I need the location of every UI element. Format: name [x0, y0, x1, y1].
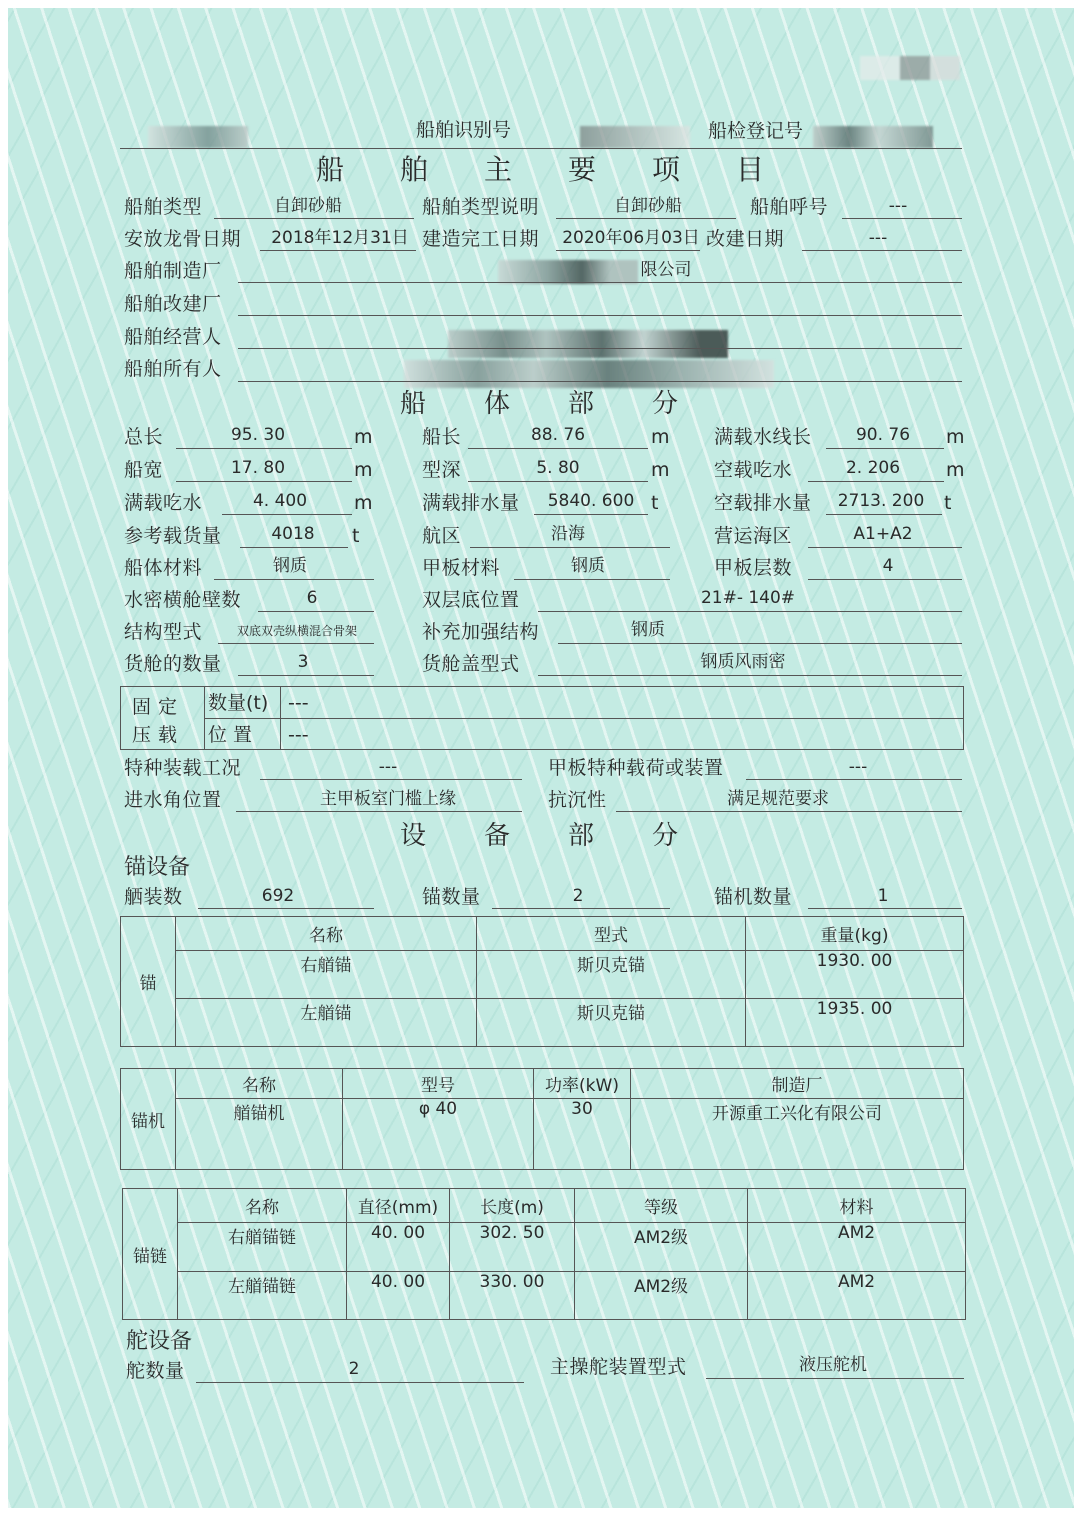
table-header: 名称 [176, 1069, 343, 1099]
nav-area-value: 沿海 [551, 524, 585, 544]
op-area-label: 营运海区 [714, 525, 793, 547]
operator-label: 船舶经营人 [124, 326, 222, 348]
deck-load-value: --- [848, 757, 868, 777]
anchor-table [120, 916, 964, 1047]
redacted-block [148, 126, 248, 148]
table-row [123, 1271, 966, 1319]
ballast-qty-value: --- [288, 692, 309, 714]
structure-value: 双底双壳纵横混合骨架 [236, 624, 357, 638]
owner-label: 船舶所有人 [124, 358, 222, 380]
ballast-pos-label: 位 置 [208, 724, 253, 746]
full-draft-value: 4. 400 [252, 491, 308, 511]
table-cell: 开源重工兴化有限公司 [631, 1099, 964, 1170]
unit-m: m [651, 426, 670, 448]
table-header: 功率(kW) [534, 1069, 631, 1099]
redacted-builder [498, 260, 638, 284]
table-cell: 左艏锚链 [178, 1271, 347, 1319]
rudder-section-title: 舵设备 [126, 1329, 193, 1354]
equipment-number-value: 692 [261, 886, 295, 906]
table-cell: 斯贝克锚 [477, 951, 746, 999]
table-header: 型号 [343, 1069, 534, 1099]
special-load-label: 特种装载工况 [124, 757, 242, 779]
light-disp-label: 空载排水量 [714, 492, 812, 514]
lbp-value: 88. 76 [530, 425, 586, 445]
depth-value: 5. 80 [536, 458, 580, 478]
hull-material-label: 船体材料 [124, 557, 203, 579]
main-title-char: 船 [316, 153, 345, 186]
steering-gear-value: 液压舵机 [799, 1355, 867, 1375]
table-cell: 30 [534, 1099, 631, 1170]
ship-id-label: 船舶识别号 [416, 119, 512, 141]
call-sign-value: --- [888, 196, 908, 216]
equip-title-char: 部 [568, 821, 595, 851]
table-cell: φ 40 [343, 1099, 534, 1170]
call-sign-label: 船舶呼号 [750, 196, 829, 218]
equip-title-char: 分 [652, 821, 679, 851]
hull-title-char: 体 [484, 389, 511, 419]
table-cell: 左艏锚 [176, 999, 477, 1047]
table-header: 名称 [178, 1189, 347, 1223]
table-cell: 1930. 00 [746, 951, 964, 999]
cargo-value: 4018 [271, 524, 315, 544]
redacted-page-number [860, 56, 960, 80]
hatch-label: 货舱盖型式 [422, 653, 520, 675]
ballast-label: 压 载 [132, 724, 178, 746]
table-cell: AM2级 [575, 1271, 748, 1319]
breadth-value: 17. 80 [230, 458, 286, 478]
unit-m: m [354, 492, 373, 514]
anchor-section-title: 锚设备 [124, 855, 191, 880]
hull-title-char: 部 [568, 389, 595, 419]
windlass-table-label: 锚机 [121, 1069, 176, 1170]
reinforce-label: 补充加强结构 [422, 621, 540, 643]
light-disp-value: 2713. 200 [837, 491, 925, 511]
light-draft-label: 空载吃水 [714, 459, 793, 481]
table-row [121, 951, 964, 999]
table-header: 名称 [176, 917, 477, 951]
table-cell: 40. 00 [347, 1271, 450, 1319]
unit-m: m [946, 426, 965, 448]
unit-m: m [946, 459, 965, 481]
holds-label: 货舱的数量 [124, 653, 222, 675]
ship-type-desc-label: 船舶类型说明 [422, 196, 540, 218]
reinforce-value: 钢质 [631, 620, 665, 640]
ballast-qty-label: 数量(t) [208, 692, 269, 714]
double-bottom-value: 21#- 140# [700, 588, 796, 608]
table-header: 材料 [748, 1189, 966, 1223]
bulkheads-value: 6 [306, 588, 318, 608]
keel-value: 2018年12月31日 [271, 228, 409, 248]
chain-table-label: 锚链 [123, 1189, 178, 1320]
table-row [123, 1223, 966, 1271]
table-cell: 斯贝克锚 [477, 999, 746, 1047]
unit-m: m [354, 426, 373, 448]
flood-angle-value: 主甲板室门槛上缘 [320, 789, 456, 809]
unit-m: m [354, 459, 373, 481]
op-area-value: A1+A2 [853, 524, 913, 544]
main-title-char: 舶 [400, 153, 429, 186]
registration-label: 船检登记号 [708, 120, 804, 142]
equip-title-char: 设 [400, 821, 427, 851]
main-title-char: 项 [652, 153, 681, 186]
deck-count-label: 甲板层数 [714, 557, 793, 579]
redacted-registration [813, 126, 933, 148]
table-row [121, 999, 964, 1047]
table-row [121, 1099, 964, 1170]
hatch-value: 钢质风雨密 [700, 652, 786, 672]
anchor-table-label: 锚 [121, 917, 176, 1047]
lwl-label: 满载水线长 [714, 426, 812, 448]
redacted-operator [448, 330, 728, 358]
unit-t: t [944, 492, 952, 514]
stability-value: 满足规范要求 [727, 789, 829, 809]
builder-label: 船舶制造厂 [124, 260, 222, 282]
hull-title-char: 船 [400, 389, 427, 419]
rudder-count-value: 2 [348, 1359, 360, 1379]
certificate-page [8, 8, 1074, 1508]
equip-title-char: 备 [484, 821, 511, 851]
stability-label: 抗沉性 [548, 789, 607, 811]
table-header: 型式 [477, 917, 746, 951]
ship-type-desc-value: 自卸砂船 [614, 196, 682, 216]
windlass-table [120, 1068, 964, 1170]
table-cell: 1935. 00 [746, 999, 964, 1047]
steering-gear-label: 主操舵装置型式 [550, 1356, 687, 1378]
hull-title-char: 分 [652, 389, 679, 419]
builder-value: 限公司 [640, 260, 692, 280]
main-title-char: 要 [568, 153, 597, 186]
deck-count-value: 4 [882, 556, 894, 576]
anchor-count-value: 2 [572, 886, 584, 906]
windlass-count-label: 锚机数量 [714, 886, 793, 908]
table-cell: AM2级 [575, 1223, 748, 1271]
depth-label: 型深 [422, 459, 462, 481]
rebuilt-value: --- [868, 228, 888, 248]
main-title-char: 目 [736, 153, 765, 186]
table-header: 等级 [575, 1189, 748, 1223]
table-header: 长度(m) [450, 1189, 575, 1223]
table-header: 制造厂 [631, 1069, 964, 1099]
main-title-char: 主 [484, 153, 513, 186]
full-draft-label: 满载吃水 [124, 492, 203, 514]
cargo-label: 参考载货量 [124, 525, 222, 547]
header-line [120, 148, 962, 149]
lbp-label: 船长 [422, 426, 462, 448]
lwl-value: 90. 76 [855, 425, 911, 445]
deck-load-label: 甲板特种载荷或装置 [548, 757, 724, 779]
table-cell: 右艏锚 [176, 951, 477, 999]
table-cell: AM2 [748, 1223, 966, 1271]
built-value: 2020年06月03日 [562, 228, 700, 248]
redacted-ship-id [580, 126, 690, 148]
full-disp-label: 满载排水量 [422, 492, 520, 514]
rudder-count-label: 舵数量 [126, 1360, 185, 1382]
ship-type-value: 自卸砂船 [274, 196, 342, 216]
breadth-label: 船宽 [124, 459, 164, 481]
double-bottom-label: 双层底位置 [422, 589, 520, 611]
rebuilt-label: 改建日期 [706, 228, 785, 250]
anchor-count-label: 锚数量 [422, 886, 481, 908]
rebuilder-label: 船舶改建厂 [124, 293, 222, 315]
holds-value: 3 [297, 652, 309, 672]
bulkheads-label: 水密横舱壁数 [124, 589, 242, 611]
full-disp-value: 5840. 600 [547, 491, 635, 511]
deck-material-value: 钢质 [571, 556, 605, 576]
loa-value: 95. 30 [230, 425, 286, 445]
structure-label: 结构型式 [124, 621, 203, 643]
ballast-pos-value: --- [288, 724, 309, 746]
table-header: 重量(kg) [746, 917, 964, 951]
table-cell: 右艏锚链 [178, 1223, 347, 1271]
equipment-number-label: 舾装数 [124, 886, 183, 908]
light-draft-value: 2. 206 [845, 458, 901, 478]
flood-angle-label: 进水角位置 [124, 789, 222, 811]
table-cell: 302. 50 [450, 1223, 575, 1271]
table-cell: 艏锚机 [176, 1099, 343, 1170]
loa-label: 总长 [124, 426, 164, 448]
chain-table [122, 1188, 966, 1320]
unit-t: t [651, 492, 659, 514]
redacted-owner [404, 360, 774, 388]
special-load-value: --- [378, 757, 398, 777]
unit-t: t [352, 525, 360, 547]
table-cell: AM2 [748, 1271, 966, 1319]
keel-label: 安放龙骨日期 [124, 228, 242, 250]
windlass-count-value: 1 [877, 886, 889, 906]
unit-m: m [651, 459, 670, 481]
nav-area-label: 航区 [422, 525, 462, 547]
hull-material-value: 钢质 [273, 556, 307, 576]
table-cell: 40. 00 [347, 1223, 450, 1271]
table-header: 直径(mm) [347, 1189, 450, 1223]
ballast-fixed-label: 固 定 [132, 696, 178, 718]
ship-type-label: 船舶类型 [124, 196, 203, 218]
deck-material-label: 甲板材料 [422, 557, 501, 579]
built-label: 建造完工日期 [422, 228, 540, 250]
table-cell: 330. 00 [450, 1271, 575, 1319]
